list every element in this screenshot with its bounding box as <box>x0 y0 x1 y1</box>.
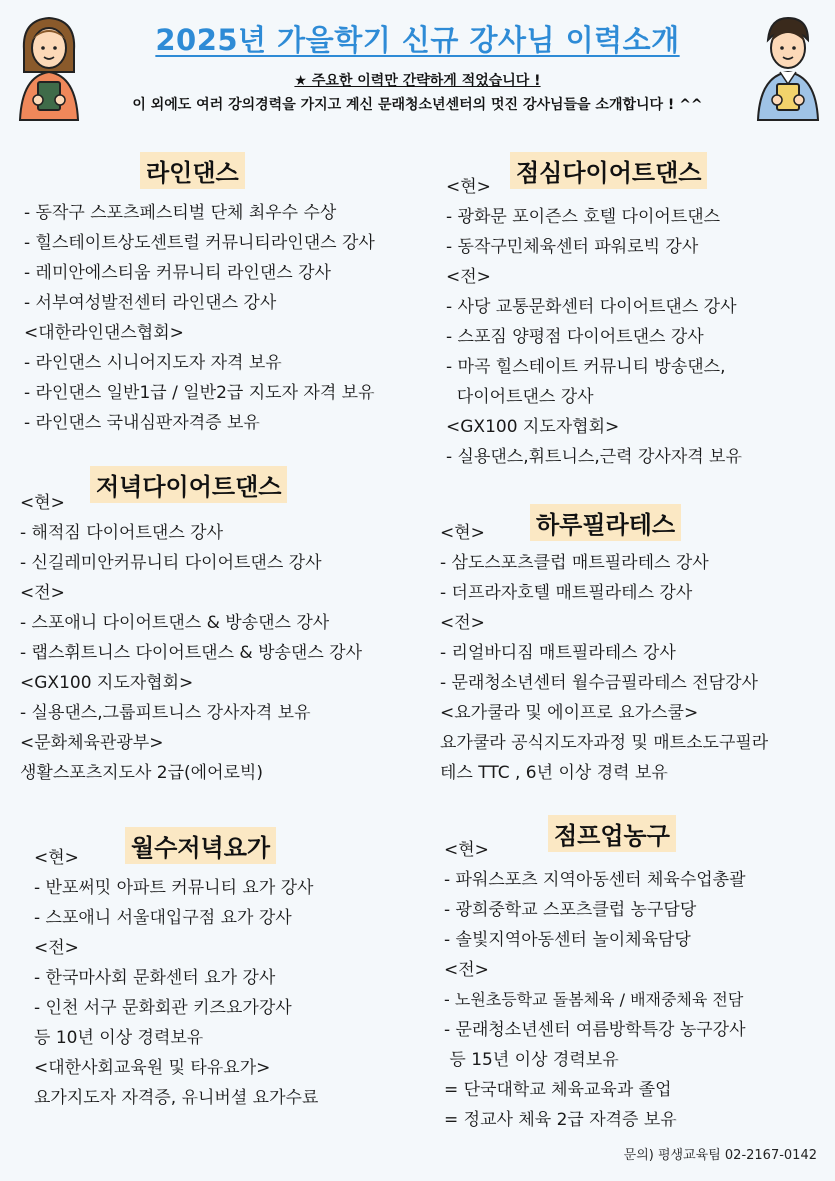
list-item: - 파워스포츠 지역아동센터 체육수업총괄 <box>444 870 746 890</box>
section-title-yoga: 월수저녁요가 <box>125 827 276 864</box>
list-item: - 랩스휘트니스 다이어트댄스 & 방송댄스 강사 <box>20 643 363 663</box>
list-item: - 실용댄스,그룹피트니스 강사자격 보유 <box>20 703 311 723</box>
section-title-basketball: 점프업농구 <box>548 815 676 852</box>
contact-info: 문의) 평생교육팀 02-2167-0142 <box>623 1148 817 1163</box>
intro-description: 이 외에도 여러 강의경력을 가지고 계신 문래청소년센터의 멋진 강사님들을 소개합니다 ! ^^ <box>132 97 703 113</box>
list-item: <대한사회교육원 및 타유요가> <box>34 1058 271 1078</box>
list-item: <전> <box>34 938 79 958</box>
list-item: 등 10년 이상 경력보유 <box>34 1028 204 1048</box>
list-item: <현> <box>440 523 485 543</box>
intro-note: ★ 주요한 이력만 간략하게 적었습니다 ! <box>294 73 541 89</box>
section-evening-diet-dance <box>20 488 362 788</box>
list-item: - 광화문 포이즌스 호텔 다이어트댄스 <box>446 207 721 227</box>
list-item: - 인천 서구 문화회관 키즈요가강사 <box>34 998 292 1018</box>
list-item: - 스포애니 서울대입구점 요가 강사 <box>34 908 292 928</box>
list-item: - 동작구 스포츠페스티벌 단체 최우수 수상 <box>24 203 337 223</box>
list-item: <전> <box>444 960 489 980</box>
list-item: 생활스포츠지도사 2급(에어로빅) <box>20 763 263 783</box>
section-title-line-dance: 라인댄스 <box>140 152 245 189</box>
list-item: - 노원초등학교 돌봄체육 / 배재중체육 전담 <box>444 990 744 1009</box>
section-line-dance <box>24 198 375 438</box>
section-title-pilates: 하루필라테스 <box>530 504 681 541</box>
list-item: <전> <box>440 613 485 633</box>
list-item: - 스포애니 다이어트댄스 & 방송댄스 강사 <box>20 613 330 633</box>
section-title-evening-diet-dance: 저녁다이어트댄스 <box>90 466 287 503</box>
list-item: 요가지도자 자격증, 유니버셜 요가수료 <box>34 1088 319 1108</box>
list-item: - 라인댄스 시니어지도자 자격 보유 <box>24 353 282 373</box>
list-item: - 스포짐 양평점 다이어트댄스 강사 <box>446 327 704 347</box>
list-item: - 힐스테이트상도센트럴 커뮤니티라인댄스 강사 <box>24 233 375 253</box>
list-item: - 더프라자호텔 매트필라테스 강사 <box>440 583 693 603</box>
list-item: 다이어트댄스 강사 <box>446 387 594 407</box>
list-item: - 해적짐 다이어트댄스 강사 <box>20 523 223 543</box>
list-item: <현> <box>34 848 79 868</box>
list-item: <GX100 지도자협회> <box>20 673 194 693</box>
list-item: = 단국대학교 체육교육과 졸업 <box>444 1080 672 1100</box>
list-item: <현> <box>446 177 491 197</box>
list-item: - 리얼바디짐 매트필라테스 강사 <box>440 643 676 663</box>
section-pilates <box>440 518 768 788</box>
list-item: <전> <box>446 267 491 287</box>
list-item: 테스 TTC , 6년 이상 경력 보유 <box>440 763 668 783</box>
list-item: - 신길레미안커뮤니티 다이어트댄스 강사 <box>20 553 322 573</box>
list-item: - 문래청소년센터 여름방학특강 농구강사 <box>444 1020 746 1040</box>
list-item: <문화체육관광부> <box>20 733 164 753</box>
list-item: - 문래청소년센터 월수금필라테스 전담강사 <box>440 673 758 693</box>
list-item: = 정교사 체육 2급 자격증 보유 <box>444 1110 677 1130</box>
page-title: 2025년 가을학기 신규 강사님 이력소개 <box>155 23 680 57</box>
list-item: - 마곡 힐스테이트 커뮤니티 방송댄스, <box>446 357 726 377</box>
list-item: <현> <box>444 840 489 860</box>
section-title-lunch-diet-dance: 점심다이어트댄스 <box>510 152 707 189</box>
section-yoga <box>34 843 318 1113</box>
list-item: - 한국마사회 문화센터 요가 강사 <box>34 968 276 988</box>
list-item: <GX100 지도자협회> <box>446 417 620 437</box>
list-item: - 라인댄스 국내심판자격증 보유 <box>24 413 260 433</box>
list-item: - 동작구민체육센터 파워로빅 강사 <box>446 237 699 257</box>
list-item: 요가쿨라 공식지도자과정 및 매트소도구필라 <box>440 733 769 753</box>
list-item: - 삼도스포츠클럽 매트필라테스 강사 <box>440 553 709 573</box>
list-item: <요가쿨라 및 에이프로 요가스쿨> <box>440 703 699 723</box>
section-basketball <box>444 835 746 1135</box>
section-lunch-diet-dance <box>446 172 742 472</box>
list-item: <전> <box>20 583 65 603</box>
list-item: - 반포써밋 아파트 커뮤니티 요가 강사 <box>34 878 314 898</box>
list-item: - 레미안에스티움 커뮤니티 라인댄스 강사 <box>24 263 331 283</box>
list-item: - 광희중학교 스포츠클럽 농구담당 <box>444 900 697 920</box>
list-item: - 서부여성발전센터 라인댄스 강사 <box>24 293 277 313</box>
list-item: - 실용댄스,휘트니스,근력 강사자격 보유 <box>446 447 742 467</box>
list-item: <현> <box>20 493 65 513</box>
list-item: - 솔빛지역아동센터 놀이체육담당 <box>444 930 691 950</box>
list-item: <대한라인댄스협회> <box>24 323 184 343</box>
list-item: - 라인댄스 일반1급 / 일반2급 지도자 자격 보유 <box>24 383 375 403</box>
list-item: - 사당 교통문화센터 다이어트댄스 강사 <box>446 297 737 317</box>
list-item: 등 15년 이상 경력보유 <box>444 1050 619 1070</box>
